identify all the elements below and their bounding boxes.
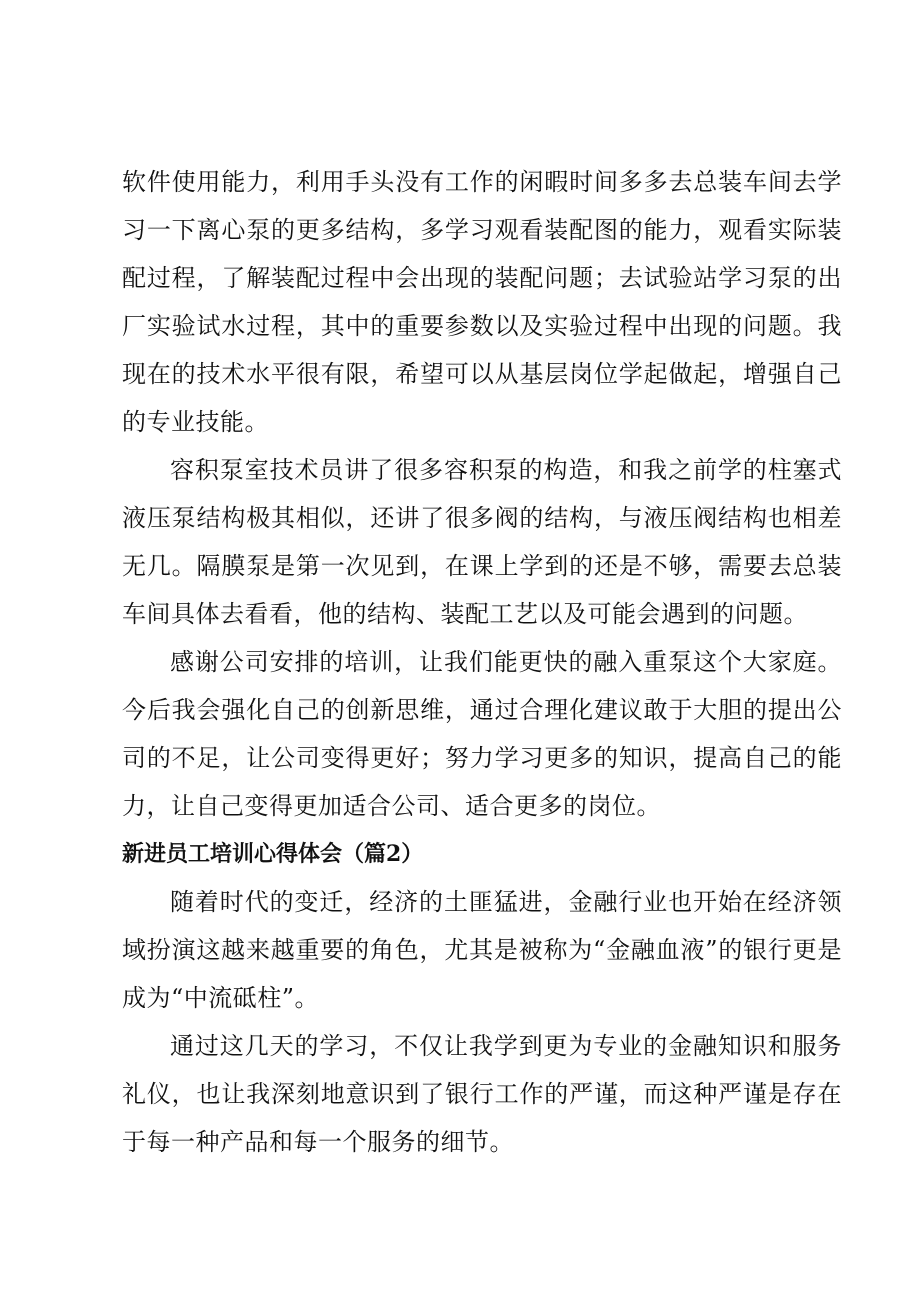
paragraph-software-skills: 软件使用能力，利用手头没有工作的闲暇时间多多去总装车间去学习一下离心泵的更多结构，多学习观看装配图的能力，观看实际装配过程，了解装配过程中会出现的装配问题；去试验站学习泵的出厂实验试水过程，其中的重要参数以及实验过程中出现的问题。我现在的技术水平很有限，希望可以从基层岗位学起做起，增强自己的专业技能。 <box>122 168 842 436</box>
paragraph-bank-learning: 通过这几天的学习，不仅让我学到更为专业的金融知识和服务礼仪，也让我深刻地意识到了银行工作的严谨，而这种严谨是存在于每一种产品和每一个服务的细节。 <box>122 1032 842 1156</box>
section-heading: 新进员工培训心得体会（篇2） <box>122 841 424 867</box>
paragraph-finance-industry: 随着时代的变迁，经济的土匪猛进，金融行业也开始在经济领域扮演这越来越重要的角色，尤其是被称为“金融血液”的银行更是成为“中流砥柱”。 <box>122 888 842 1012</box>
paragraph-thanks: 感谢公司安排的培训，让我们能更快的融入重泵这个大家庭。今后我会强化自己的创新思维，通过合理化建议敢于大胆的提出公司的不足，让公司变得更好；努力学习更多的知识，提高自己的能力，让自己变得更加适合公司、适合更多的岗位。 <box>122 648 842 820</box>
paragraph-volumetric-pump: 容积泵室技术员讲了很多容积泵的构造，和我之前学的柱塞式液压泵结构极其相似，还讲了很多阀的结构，与液压阀结构也相差无几。隔膜泵是第一次见到，在课上学到的还是不够，需要去总装车间具体去看看，他的结构、装配工艺以及可能会遇到的问题。 <box>122 456 842 628</box>
document-body <box>122 158 842 1166</box>
